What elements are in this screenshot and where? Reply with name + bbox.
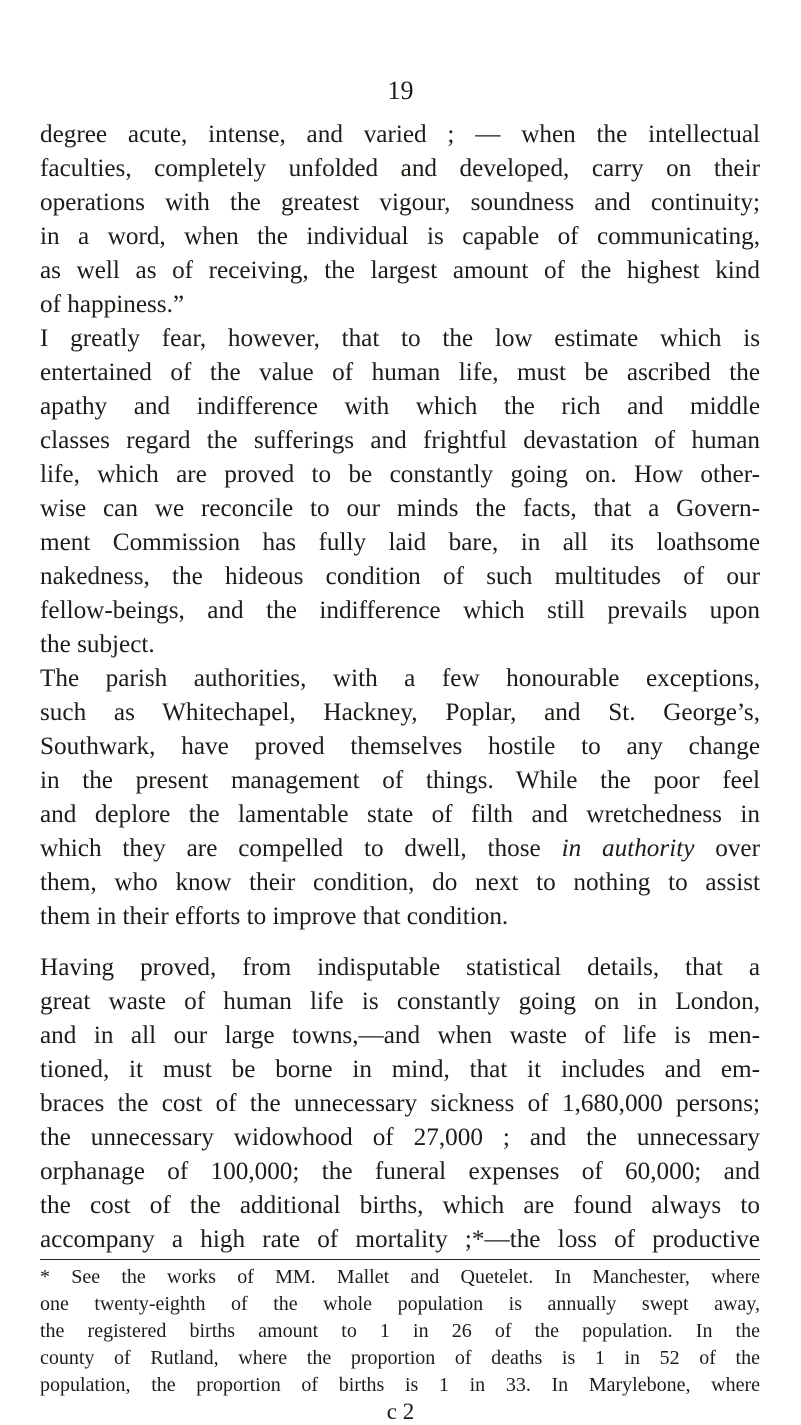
text-line [40, 832, 760, 866]
text-line: them in their efforts to improve that condition. [40, 903, 509, 930]
page-number: 19 [387, 76, 414, 105]
text-line: as well as of receiving, the largest amount of the highest kind [40, 257, 760, 284]
italic-phrase: in authority [561, 835, 695, 862]
text-line: Southwark, have proved themselves hostile to any change [40, 733, 760, 760]
signature-mark: c 2 [386, 1399, 415, 1424]
text-line: of happiness.” [40, 291, 185, 318]
text-segment: which they are compelled to dwell, those [40, 835, 562, 862]
text-line: classes regard the sufferings and frightful devastation of human [40, 427, 760, 454]
text-line: faculties, completely unfolded and developed, carry on their [40, 155, 760, 182]
footnote-line: one twenty-eighth of the whole population is annually swept away, [40, 1293, 760, 1315]
text-line: and deplore the lamentable state of filth and wretchedness in [40, 801, 760, 828]
text-line: nakedness, the hideous condition of such multitudes of our [40, 563, 760, 590]
text-segment: over [694, 835, 760, 862]
text-line: Having proved, from indisputable statistical details, that a [40, 954, 760, 981]
text-line: ment Commission has fully laid bare, in all its loathsome [40, 529, 760, 556]
footnote-line: * See the works of MM. Mallet and Quetelet. In Manchester, where [40, 1266, 760, 1288]
text-line: The parish authorities, with a few honourable exceptions, [40, 665, 760, 692]
text-line: such as Whitechapel, Hackney, Poplar, and St. George’s, [40, 699, 760, 726]
text-line: life, which are proved to be constantly going on. How other- [40, 461, 760, 488]
text-line: accompany a high rate of mortality ;*—the loss of productive [40, 1226, 760, 1253]
footnote-line: the registered births amount to 1 in 26 of the population. In the [40, 1320, 760, 1342]
text-line: the unnecessary widowhood of 27,000 ; and the unnecessary [40, 1124, 760, 1151]
text-line: and in all our large towns,—and when waste of life is men- [40, 1022, 760, 1049]
text-line: tioned, it must be borne in mind, that it includes and em- [40, 1056, 760, 1083]
text-line: them, who know their condition, do next to nothing to assist [40, 869, 760, 896]
text-line: I greatly fear, however, that to the low estimate which is [40, 325, 760, 352]
text-line: apathy and indifference with which the rich and middle [40, 393, 760, 420]
text-line: in a word, when the individual is capable of communicating, [40, 223, 760, 250]
footnote-line: population, the proportion of births is 1 in 33. In Marylebone, where [40, 1374, 760, 1396]
text-line: entertained of the value of human life, must be ascribed the [40, 359, 760, 386]
text-line: in the present management of things. While the poor feel [40, 767, 760, 794]
text-line: the cost of the additional births, which are found always to [40, 1192, 760, 1219]
text-line: degree acute, intense, and varied ; — when the intellectual [40, 121, 760, 148]
text-line: wise can we reconcile to our minds the facts, that a Govern- [40, 495, 760, 522]
text-line: the subject. [40, 631, 155, 658]
footnote-line: county of Rutland, where the proportion of deaths is 1 in 52 of the [40, 1347, 760, 1369]
text-line: braces the cost of the unnecessary sickness of 1,680,000 persons; [40, 1090, 760, 1117]
footnote-divider [40, 1259, 760, 1260]
text-line: great waste of human life is constantly going on in London, [40, 988, 760, 1015]
text-line: operations with the greatest vigour, soundness and continuity; [40, 189, 760, 216]
text-line: fellow-beings, and the indifference which still prevails upon [40, 597, 760, 624]
text-line: orphanage of 100,000; the funeral expenses of 60,000; and [40, 1158, 760, 1185]
